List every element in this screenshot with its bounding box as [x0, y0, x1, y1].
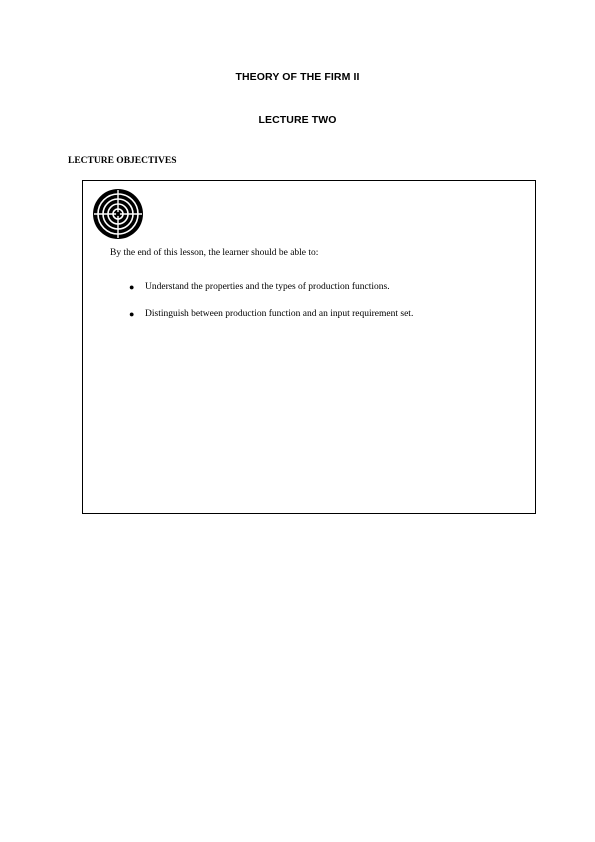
list-item — [110, 281, 413, 293]
objective-text: Understand the properties and the types of production functions. — [145, 282, 390, 292]
section-heading: LECTURE OBJECTIVES — [68, 156, 177, 166]
document-title: THEORY OF THE FIRM II — [235, 71, 360, 83]
objectives-list — [110, 281, 413, 335]
list-item — [110, 308, 413, 320]
target-icon — [92, 188, 144, 240]
lecture-subtitle: LECTURE TWO — [258, 114, 337, 126]
objectives-intro: By the end of this lesson, the learner should be able to: — [110, 248, 319, 258]
bullet-icon: ● — [129, 309, 135, 319]
objective-text: Distinguish between production function and an input requirement set. — [145, 309, 414, 319]
objectives-box — [82, 180, 536, 514]
bullet-icon: ● — [129, 282, 135, 292]
